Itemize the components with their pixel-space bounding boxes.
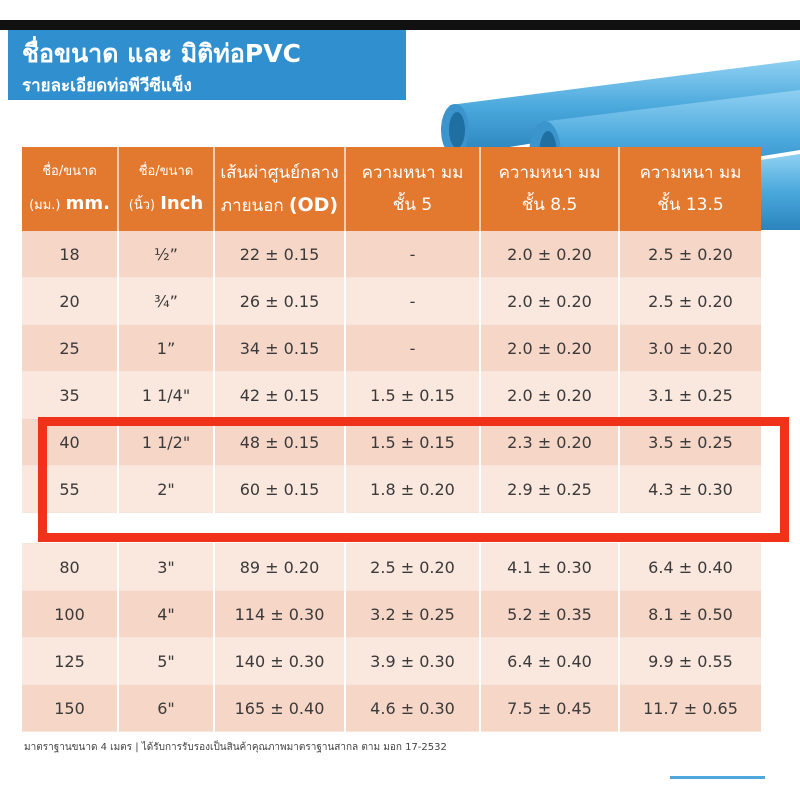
header-line2b: Inch [160,193,204,214]
header-line2b: (OD) [288,193,339,216]
table-row [22,591,761,638]
header-line1: ความหนา มม [639,163,742,183]
header-line2b: mm. [65,193,110,214]
cell-size-inch: 4" [118,591,214,638]
cell-size-mm: 40 [22,419,118,466]
cell-size-mm: 80 [22,544,118,591]
header-outer-diameter [214,147,345,231]
cell-thickness-8-5: 5.2 ± 0.35 [480,591,619,638]
cell-od: 140 ± 0.30 [214,638,345,685]
cell-thickness-5: - [345,231,480,278]
cell-thickness-13-5: 3.0 ± 0.20 [619,325,761,372]
cell-thickness-13-5: 4.3 ± 0.30 [619,466,761,513]
table-row [22,278,761,325]
cell-od: 60 ± 0.15 [214,466,345,513]
top-dark-bar [0,20,800,30]
cell-size-mm: 100 [22,591,118,638]
table-row [22,685,761,732]
cell-thickness-13-5: 3.1 ± 0.25 [619,372,761,419]
header-line1: ความหนา มม [498,163,601,183]
cell-thickness-13-5: 6.4 ± 0.40 [619,544,761,591]
header-line2a: ภายนอก [220,195,284,216]
cell-thickness-5: - [345,278,480,325]
cell-thickness-5: 1.8 ± 0.20 [345,466,480,513]
cell-thickness-13-5: 11.7 ± 0.65 [619,685,761,732]
corner-blue-line [670,776,765,779]
header-size-mm [22,147,118,231]
cell-od: 26 ± 0.15 [214,278,345,325]
cell-thickness-8-5: 2.9 ± 0.25 [480,466,619,513]
cell-thickness-8-5: 4.1 ± 0.30 [480,544,619,591]
cell-thickness-8-5: 7.5 ± 0.45 [480,685,619,732]
cell-thickness-13-5: 9.9 ± 0.55 [619,638,761,685]
cell-size-mm: 20 [22,278,118,325]
cell-od: 48 ± 0.15 [214,419,345,466]
table-row [22,325,761,372]
cell-od: 114 ± 0.30 [214,591,345,638]
cell-thickness-13-5: 3.5 ± 0.25 [619,419,761,466]
cell-size-mm: 25 [22,325,118,372]
cell-thickness-13-5: 2.5 ± 0.20 [619,231,761,278]
header-line2a: (นิ้ว) [128,198,156,213]
cell-thickness-5: 4.6 ± 0.30 [345,685,480,732]
cell-size-inch: 6" [118,685,214,732]
header-line2a: (มม.) [29,198,61,213]
cell-od: 34 ± 0.15 [214,325,345,372]
header-size-inch [118,147,214,231]
cell-thickness-8-5: 2.0 ± 0.20 [480,325,619,372]
cell-size-mm: 35 [22,372,118,419]
pipe-3 [760,154,800,230]
cell-size-mm: 150 [22,685,118,732]
banner-title: ชื่อขนาด และ มิติท่อPVC [22,39,301,68]
cell-od: 42 ± 0.15 [214,372,345,419]
cell-size-inch: 1 1/2" [118,419,214,466]
title-banner [8,30,406,100]
table-row [22,544,761,591]
cell-size-inch: 1” [118,325,214,372]
cell-thickness-5: 2.5 ± 0.20 [345,544,480,591]
pipe-1-hole [449,112,465,148]
table-header-row [22,147,761,231]
header-line2a: ชั้น 5 [392,195,433,215]
header-thickness-class-5 [345,147,480,231]
cell-thickness-8-5: 2.0 ± 0.20 [480,231,619,278]
header-line2a: ชั้น 8.5 [521,195,578,215]
header-line1: ชื่อ/ขนาด [138,164,194,179]
header-line1: ชื่อ/ขนาด [42,164,97,179]
cell-thickness-8-5: 2.0 ± 0.20 [480,278,619,325]
cell-thickness-8-5: 6.4 ± 0.40 [480,638,619,685]
header-thickness-class-13-5 [619,147,761,231]
cell-thickness-5: 3.9 ± 0.30 [345,638,480,685]
cell-od: 165 ± 0.40 [214,685,345,732]
header-line2a: ชั้น 13.5 [657,195,724,215]
cell-thickness-5: 1.5 ± 0.15 [345,419,480,466]
banner-subtitle: รายละเอียดท่อพีวีซีแข็ง [22,76,192,96]
cell-size-mm: 125 [22,638,118,685]
cell-size-inch: ¾” [118,278,214,325]
table-row [22,638,761,685]
cell-thickness-8-5: 2.3 ± 0.20 [480,419,619,466]
cell-size-inch: 5" [118,638,214,685]
cell-thickness-8-5: 2.0 ± 0.20 [480,372,619,419]
cell-od: 89 ± 0.20 [214,544,345,591]
cell-size-inch: 2" [118,466,214,513]
cell-thickness-5: - [345,325,480,372]
table-row [22,231,761,278]
cell-thickness-13-5: 8.1 ± 0.50 [619,591,761,638]
cell-size-inch: 3" [118,544,214,591]
cell-thickness-5: 1.5 ± 0.15 [345,372,480,419]
table-row [22,372,761,419]
cell-size-mm: 55 [22,466,118,513]
header-line1: เส้นผ่าศูนย์กลาง [220,162,339,183]
cell-size-inch: ½” [118,231,214,278]
cell-thickness-5: 3.2 ± 0.25 [345,591,480,638]
cell-od: 22 ± 0.15 [214,231,345,278]
cell-size-inch: 1 1/4" [118,372,214,419]
footer-note: มาตราฐานขนาด 4 เมตร | ได้รับการรับรองเป็นสินค้าคุณภาพมาตราฐานสากล ตาม มอก 17-2532 [24,742,447,753]
header-line1: ความหนา มม [361,163,464,183]
red-highlight-box [38,417,789,542]
cell-size-mm: 18 [22,231,118,278]
cell-thickness-13-5: 2.5 ± 0.20 [619,278,761,325]
header-thickness-class-8-5 [480,147,619,231]
